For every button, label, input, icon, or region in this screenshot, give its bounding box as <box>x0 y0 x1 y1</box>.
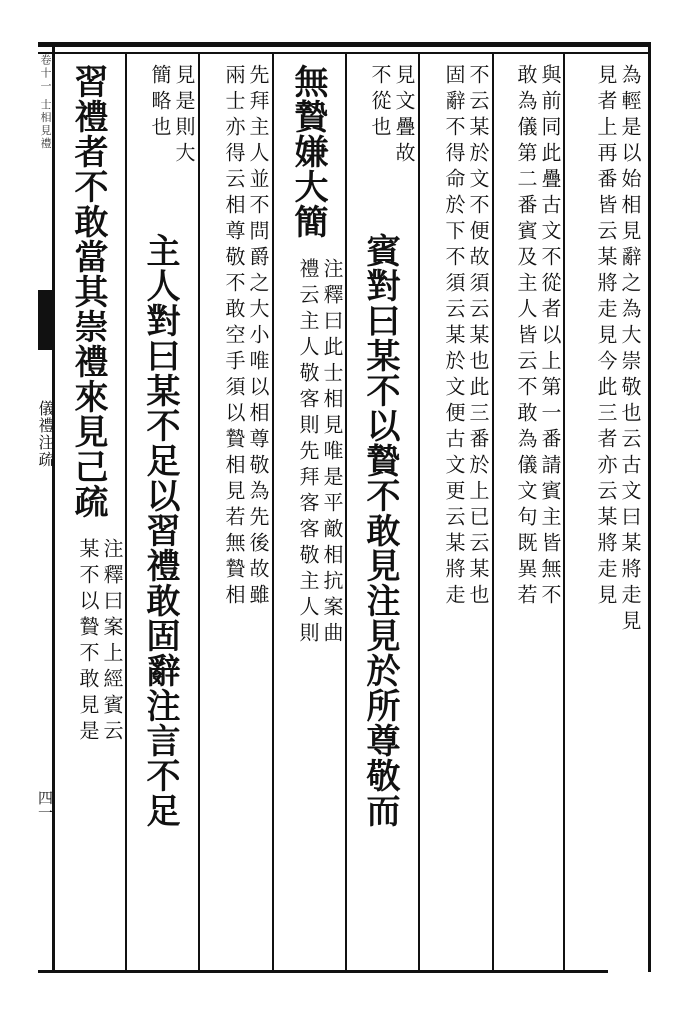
text-column-4 <box>350 64 416 964</box>
page-number: 四一 <box>36 790 54 820</box>
column-divider <box>125 54 127 970</box>
commentary-line: 禮云主人敬客則先拜客客敬主人則 <box>296 258 320 648</box>
commentary-line: 見者上再番皆云某將走見今此三者亦云某將走見 <box>594 64 618 610</box>
commentary-line: 見文疊故 <box>392 64 416 168</box>
commentary-line: 敢為儀第二番賓及主人皆云不敢為儀文句既異若 <box>514 64 538 610</box>
text-column-6 <box>204 64 270 964</box>
commentary-block <box>368 64 416 214</box>
commentary-line: 與前同此疊古文不從者以上第一番請賓主皆無不 <box>538 64 562 610</box>
commentary-line: 先拜主人並不問爵之大小唯以相尊敬為先後故雖 <box>246 64 270 610</box>
commentary-line: 固辭不得命於下不須云某於文便古文更云某將走 <box>442 64 466 610</box>
commentary-line: 為輕是以始相見辭之為大崇敬也云古文曰某將走見 <box>618 64 642 636</box>
bottom-border <box>38 970 608 973</box>
commentary-line: 兩士亦得云相尊敬不敢空手須以贄相見若無贄相 <box>222 64 246 610</box>
margin-chapter-label: 卷十一 士相見禮 <box>39 54 52 151</box>
commentary-line: 簡略也 <box>148 64 172 142</box>
top-border <box>38 42 648 47</box>
text-column-1 <box>572 64 642 964</box>
column-divider <box>418 54 420 970</box>
main-text: 主人對曰某不足以習禮敢固辭注言不足 <box>140 233 180 828</box>
text-column-2 <box>500 64 562 964</box>
text-column-8 <box>58 64 124 964</box>
commentary-line: 不云某於文不便故須云某也此三番於上已云某也 <box>466 64 490 610</box>
main-text: 無贄嫌大簡 <box>288 64 328 239</box>
text-column-7 <box>130 64 196 964</box>
column-divider <box>563 54 565 970</box>
column-divider <box>272 54 274 970</box>
text-column-5 <box>278 64 344 964</box>
commentary-line: 某不以贄不敢見是 <box>76 538 100 746</box>
column-divider <box>492 54 494 970</box>
commentary-line: 見是則大 <box>172 64 196 168</box>
column-divider <box>198 54 200 970</box>
left-border <box>52 42 55 972</box>
commentary-block <box>148 64 196 214</box>
commentary-line: 不從也 <box>368 64 392 142</box>
column-divider <box>345 54 347 970</box>
fish-tail-block <box>38 290 53 350</box>
main-text: 賓對曰某不以贄不敢見注見於所尊敬而 <box>360 233 400 828</box>
book-title: 儀禮注疏 <box>36 400 55 468</box>
commentary-line: 注釋曰案上經賓云 <box>100 538 124 746</box>
commentary-line: 注釋曰此士相見唯是平敵相抗案曲 <box>320 258 344 648</box>
right-border <box>648 42 651 972</box>
text-column-3 <box>426 64 490 964</box>
top-border-inner <box>38 52 648 54</box>
main-text: 習禮者不敢當其崇禮來見己疏 <box>68 64 108 519</box>
commentary-block <box>296 258 344 648</box>
commentary-block <box>76 538 124 746</box>
